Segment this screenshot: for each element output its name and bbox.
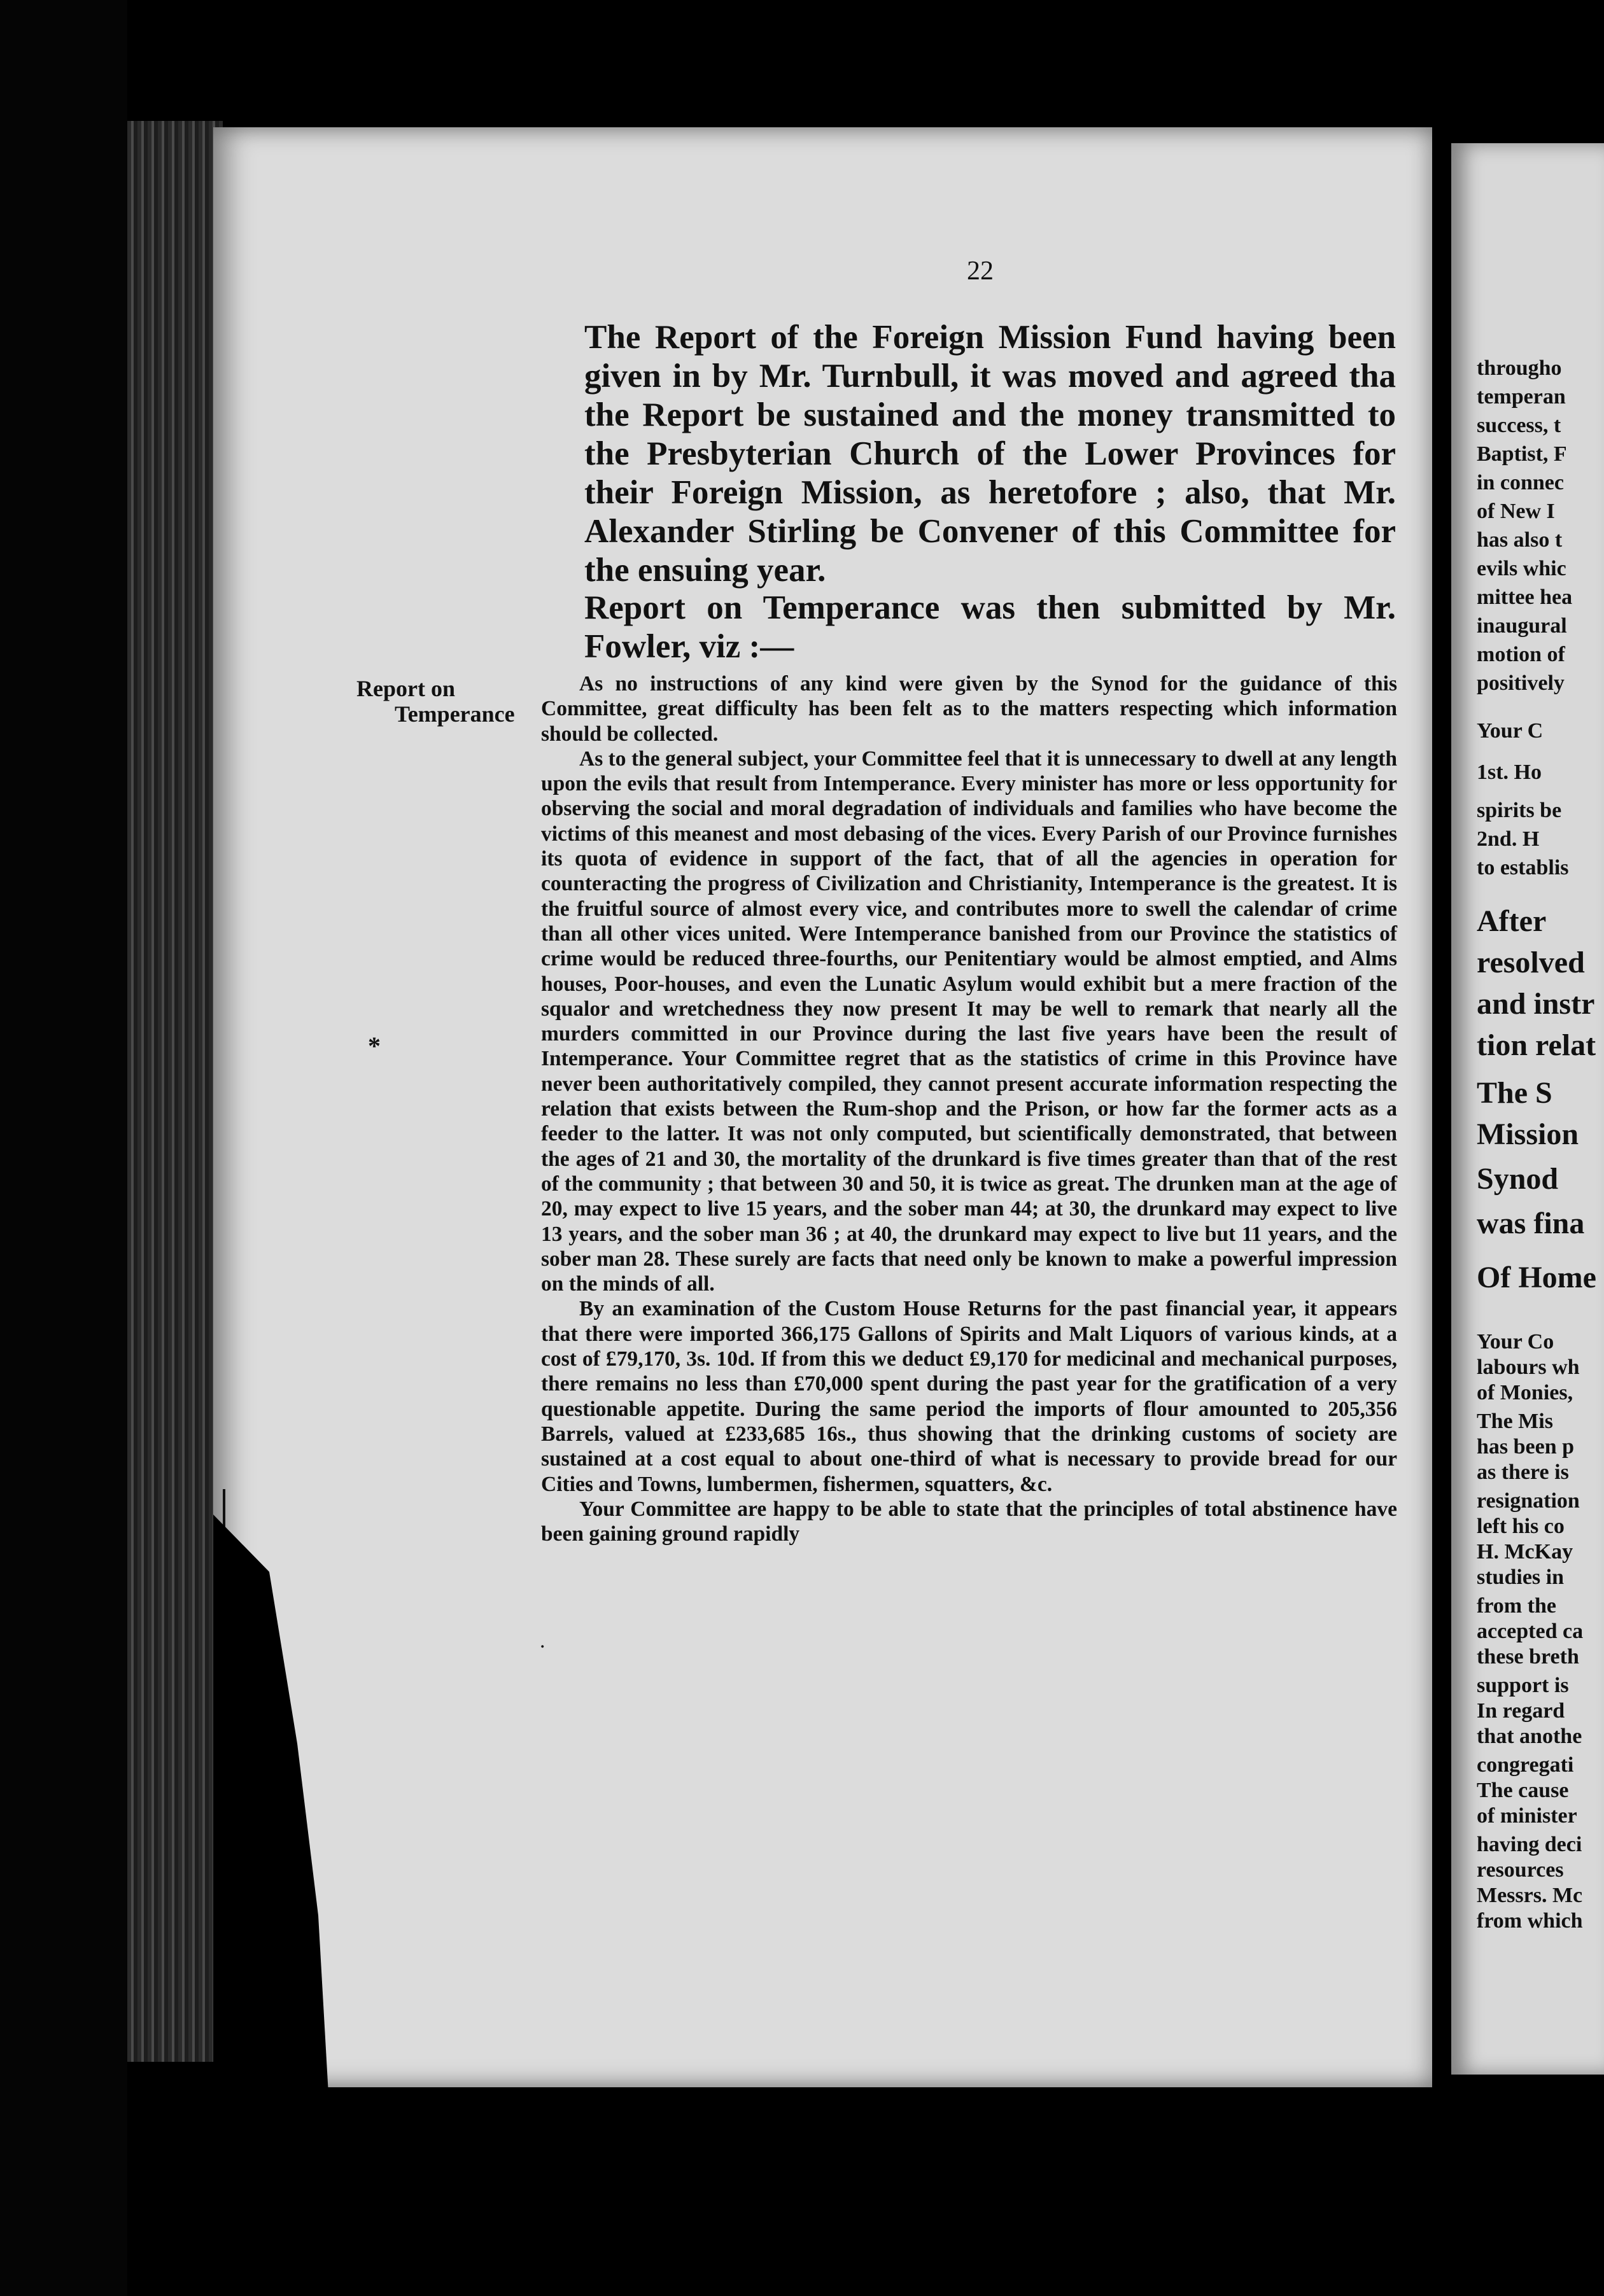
right-page-line: these breth [1477, 1645, 1579, 1669]
right-page-line: as there is [1477, 1460, 1569, 1484]
right-page-line: was fina [1477, 1207, 1585, 1240]
margin-asterisk-mark: * [368, 1032, 381, 1060]
margin-note-line-1: Report on [356, 676, 455, 701]
temperance-intro-paragraph: Report on Temperance was then submitted by Mr. Fowler, viz :— [584, 589, 1396, 665]
right-page-line: accepted ca [1477, 1620, 1584, 1643]
right-page-line: of minister [1477, 1804, 1577, 1828]
right-page-line: Baptist, F [1477, 442, 1567, 466]
right-page-line: tion relat [1477, 1028, 1596, 1062]
right-page-line: has also t [1477, 528, 1563, 552]
right-page-line: temperan [1477, 385, 1566, 409]
right-page-line: labours wh [1477, 1355, 1580, 1379]
right-page-line: througho [1477, 356, 1562, 380]
right-page-line: of Monies, [1477, 1381, 1573, 1404]
right-page-line: Your Co [1477, 1330, 1554, 1354]
margin-note-report-on-temperance [356, 676, 547, 727]
right-page-line: The cause [1477, 1779, 1569, 1802]
right-page-line: in connec [1477, 471, 1564, 494]
right-page-line: success, t [1477, 414, 1561, 437]
right-page-line: left his co [1477, 1515, 1565, 1538]
report-paragraph-instructions: As no instructions of any kind were given by the Synod for the guidance of this Committee, great difficulty has been felt as to the matters respecting which information should be collected. [541, 672, 1397, 746]
right-page-line: H. McKay [1477, 1540, 1573, 1564]
right-page-line: studies in [1477, 1565, 1564, 1589]
right-page-line: resources [1477, 1858, 1564, 1882]
right-page-line: Messrs. Mc [1477, 1884, 1583, 1907]
temperance-report-body [541, 671, 1397, 1546]
right-page-line: has been p [1477, 1435, 1575, 1459]
right-page-line: The Mis [1477, 1410, 1553, 1433]
right-page-line: In regard [1477, 1699, 1565, 1723]
right-page-line: evils whic [1477, 557, 1566, 580]
right-page-line: mittee hea [1477, 585, 1573, 609]
book-page-edges [127, 121, 223, 2062]
report-paragraph-total-abstinence: Your Committee are happy to be able to state that the principles of total abstinence have been gaining ground rapidly [541, 1497, 1397, 1546]
right-page-line: Mission [1477, 1117, 1579, 1151]
right-page-line: having deci [1477, 1833, 1582, 1856]
margin-dot-mark: . [540, 1629, 545, 1653]
right-page-line: inaugural [1477, 614, 1567, 638]
right-page-line: support is [1477, 1674, 1569, 1697]
right-page-line: that anothe [1477, 1725, 1582, 1748]
page-number: 22 [967, 256, 994, 286]
right-page-line: After [1477, 904, 1547, 938]
report-paragraph-custom-house: By an examination of the Custom House Returns for the past financial year, it appears that there were imported 366,175 Gallons of Spirits and Malt Liquors of various kinds, at a cost of £79,170, 3s. 10d. If from this we deduct £9,170 for medicinal and mechanical purposes, there remains no less than £70,000 spent during the past year for the gratification of a very questionable appetite. During the same period the imports of flour amounted to 205,356 Barrels, valued at £233,685 16s., thus showing that the drinking customs of society are sustained at a cost equal to about one-third of what is necessary to provide bread for our Cities and Towns, lumbermen, fishermen, squatters, &c. [541, 1297, 1397, 1496]
report-paragraph-general-subject: As to the general subject, your Committee feel that it is unnecessary to dwell at any length upon the evils that result from Intemperance. Every minister has more or less opportunity for observing the social and moral degradation of individuals and families who have become the victims of this meanest and most debasing of the vices. Every Parish of our Province furnishes its quota of evidence in support of the fact, that of all the agencies in operation for counteracting the progress of Civilization and Christianity, Intemperance is the greatest. It is the fruitful source of almost every vice, and contributes more to swell the calendar of crime than all other vices united. Were Intemperance banished from our Province the statistics of crime would be reduced three-fourths, our Penitentiary would be almost emptied, and Alms houses, Poor-houses, and even the Lunatic Asylum would exhibit but a mere fraction of the squalor and wretchedness they now present It may be well to remark that nearly all the murders committed in our Province during the last five years have been the result of Intemperance. Your Committee regret that as the statistics of crime in this Province have never been authoritatively compiled, they cannot present accurate information respecting the relation that exists between the Rum-shop and the Prison, or how far the former acts as a feeder to the latter. It was not only computed, but scientifically demonstrated, that between the ages of 21 and 30, the mortality of the drunkard is five times greater than that of the rest of the community ; that between 30 and 50, it is twice as great. The drunken man at the age of 20, may expect to live 15 years, and the sober man 44; at 30, the drunkard may expect to live 13 years, and the sober man 36 ; at 40, the drunkard may expect to live but 11 years, and the sober man 28. These surely are facts that need only be known to make a powerful impression on the minds of all. [541, 746, 1397, 1296]
right-page-line: Synod [1477, 1162, 1559, 1196]
right-page-line: from the [1477, 1594, 1556, 1618]
right-page-line: resignation [1477, 1489, 1580, 1513]
right-page-line: congregati [1477, 1753, 1574, 1777]
right-page-line: Of Home [1477, 1261, 1596, 1294]
foreign-mission-paragraph: The Report of the Foreign Mission Fund having been given in by Mr. Turnbull, it was moved and agreed tha the Report be sustained and the money transmitted to the Presbyterian Church of the Lower Provinces for their Foreign Mission, as heretofore ; also, that Mr. Alexander Stirling be Convener of this Committee for the ensuing year. [584, 319, 1396, 589]
right-page-line: resolved [1477, 946, 1585, 979]
right-page-line: Your C [1477, 719, 1544, 743]
right-page-line: 1st. Ho [1477, 760, 1542, 784]
right-page-line: to establis [1477, 856, 1569, 879]
right-page-line: from which [1477, 1909, 1583, 1933]
right-page-line: of New I [1477, 500, 1555, 523]
right-page-line: spirits be [1477, 799, 1562, 822]
margin-note-line-2: Temperance [395, 701, 515, 727]
scan-border-left [0, 0, 127, 2296]
right-page-line: 2nd. H [1477, 827, 1540, 851]
right-page-line: motion of [1477, 643, 1565, 666]
book-gutter [1432, 134, 1451, 2170]
right-page-line: positively [1477, 671, 1565, 695]
right-page-line: The S [1477, 1076, 1552, 1110]
right-page-line: and instr [1477, 987, 1595, 1021]
